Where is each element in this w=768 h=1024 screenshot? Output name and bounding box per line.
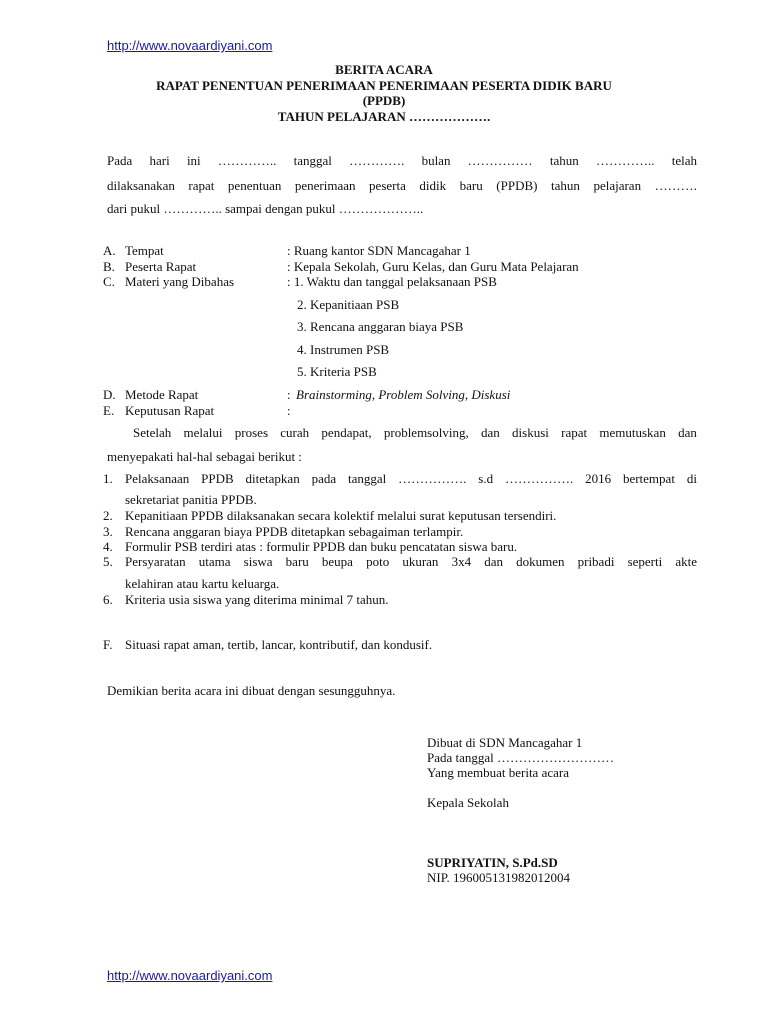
- doc-subtitle: RAPAT PENENTUAN PENERIMAAN PENERIMAAN PESERTA DIDIK BARU: [156, 78, 612, 93]
- doc-title: BERITA ACARA: [335, 62, 433, 77]
- materi-item-3: 3. Rencana anggaran biaya PSB: [297, 319, 464, 334]
- signature-role: Kepala Sekolah: [427, 795, 509, 810]
- detail-b-value: : Kepala Sekolah, Guru Kelas, dan Guru Mata Pelajaran: [287, 259, 579, 274]
- f-item-letter: F.: [103, 637, 113, 652]
- doc-year: TAHUN PELAJARAN ……………….: [277, 109, 491, 124]
- detail-a-value: : Ruang kantor SDN Mancagahar 1: [287, 243, 471, 258]
- intro-line-1-word: Pada: [107, 153, 133, 168]
- decision-6-num: 6.: [103, 592, 113, 607]
- decision-5-word: pribadi: [577, 554, 615, 569]
- decision-2-text: Kepanitiaan PPDB dilaksanakan secara kolektif melalui surat keputusan tersendiri.: [125, 508, 557, 523]
- decision-intro-word: curah: [280, 425, 310, 440]
- decision-intro-word: melalui: [183, 425, 223, 440]
- decision-intro-word: diskusi: [512, 425, 549, 440]
- decision-5-line-1: [125, 554, 697, 570]
- decision-5-word: seperti: [627, 554, 663, 569]
- decision-6-text: Kriteria usia siswa yang diterima minimal 7 tahun.: [125, 592, 389, 607]
- decision-5-num: 5.: [103, 554, 113, 569]
- intro-line-1-word: tahun: [549, 153, 579, 168]
- decision-1-word: Pelaksanaan: [125, 471, 190, 486]
- detail-e-colon: :: [287, 403, 291, 418]
- decision-5-word: beupa: [321, 554, 353, 569]
- decision-5-word: baru: [285, 554, 309, 569]
- decision-intro-line-1: [133, 425, 697, 441]
- decision-intro-word: rapat: [561, 425, 588, 440]
- f-item-text: Situasi rapat aman, tertib, lancar, kontributif, dan kondusif.: [125, 637, 433, 652]
- intro-line-2-word: tahun: [551, 178, 580, 193]
- decision-1-word: PPDB: [201, 471, 234, 486]
- intro-line-1: [107, 153, 697, 169]
- intro-line-2-word: penerimaan: [294, 178, 356, 193]
- intro-line-2-word: ……….: [654, 178, 697, 193]
- intro-line-2-word: rapat: [188, 178, 215, 193]
- intro-line-1-word: tanggal: [293, 153, 332, 168]
- intro-line-1-word: …………..: [217, 153, 277, 168]
- decision-5-word: dokumen: [516, 554, 565, 569]
- decision-1-word: ditetapkan: [245, 471, 300, 486]
- intro-line-2-word: didik: [419, 178, 447, 193]
- decision-4-num: 4.: [103, 539, 113, 554]
- decision-5-word: 3x4: [451, 554, 472, 569]
- detail-d-colon: :: [287, 387, 291, 402]
- intro-line-1-word: telah: [671, 153, 697, 168]
- decision-4-text: Formulir PSB terdiri atas : formulir PPDB dan buku pencatatan siswa baru.: [125, 539, 518, 554]
- detail-a-letter: A.: [103, 243, 116, 258]
- decision-intro-word: proses: [234, 425, 269, 440]
- decision-1-num: 1.: [103, 471, 113, 486]
- detail-e-label: Keputusan Rapat: [125, 403, 215, 418]
- doc-subtitle-ppdb: (PPDB): [362, 93, 406, 108]
- detail-b-label: Peserta Rapat: [125, 259, 197, 274]
- intro-line-1-word: ………….: [349, 153, 405, 168]
- detail-c-letter: C.: [103, 274, 115, 289]
- decision-intro-word: Setelah: [133, 425, 172, 440]
- decision-intro-word: dan: [480, 425, 500, 440]
- decision-2-num: 2.: [103, 508, 113, 523]
- detail-d-value: Brainstorming, Problem Solving, Diskusi: [296, 387, 511, 402]
- detail-d-label: Metode Rapat: [125, 387, 199, 402]
- decision-1-word: s.d: [478, 471, 494, 486]
- intro-line-2-word: penentuan: [227, 178, 282, 193]
- decision-3-num: 3.: [103, 524, 113, 539]
- decision-5-word: siswa: [243, 554, 273, 569]
- signature-nip: NIP. 196005131982012004: [427, 870, 571, 885]
- decision-intro-word: pendapat,: [321, 425, 372, 440]
- materi-item-2: 2. Kepanitiaan PSB: [297, 297, 400, 312]
- signature-place: Dibuat di SDN Mancagahar 1: [427, 735, 583, 750]
- signature-name: SUPRIYATIN, S.Pd.SD: [427, 855, 558, 870]
- decision-1-line-1: [125, 471, 697, 487]
- intro-line-2: [107, 178, 697, 194]
- decision-1-word: tanggal: [348, 471, 387, 486]
- decision-5-word: dan: [484, 554, 503, 569]
- decision-1-word: di: [686, 471, 697, 486]
- decision-intro-line-2: menyepakati hal-hal sebagai berikut :: [107, 449, 302, 464]
- intro-line-1-word: hari: [149, 153, 170, 168]
- decision-intro-word: problemsolving,: [383, 425, 469, 440]
- detail-d-letter: D.: [103, 387, 116, 402]
- intro-line-2-word: peserta: [369, 178, 406, 193]
- decision-5-word: utama: [198, 554, 231, 569]
- intro-line-1-word: ……………: [467, 153, 533, 168]
- decision-1-word: bertempat: [622, 471, 675, 486]
- decision-5-line-2: kelahiran atau kartu keluarga.: [125, 576, 280, 591]
- intro-line-1-word: …………..: [596, 153, 655, 168]
- decision-1-word: …………….: [398, 471, 467, 486]
- signature-date: Pada tanggal ………………………: [427, 750, 615, 765]
- decision-3-text: Rencana anggaran biaya PPDB ditetapkan sebagaiman terlampir.: [125, 524, 464, 539]
- detail-c-label: Materi yang Dibahas: [125, 274, 235, 289]
- decision-5-word: Persyaratan: [125, 554, 186, 569]
- detail-a-label: Tempat: [125, 243, 164, 258]
- decision-intro-word: dan: [678, 425, 697, 440]
- decision-5-word: ukuran: [402, 554, 439, 569]
- decision-1-word: pada: [311, 471, 337, 486]
- decision-1-word: 2016: [585, 471, 612, 486]
- decision-5-word: akte: [675, 554, 697, 569]
- intro-line-3: dari pukul ………….. sampai dengan pukul ………………..: [107, 201, 424, 216]
- decision-1-word: …………….: [504, 471, 574, 486]
- detail-c-value: : 1. Waktu dan tanggal pelaksanaan PSB: [287, 274, 497, 289]
- footer-link[interactable]: http://www.novaardiyani.com: [107, 968, 273, 983]
- decision-5-word: poto: [366, 554, 390, 569]
- header-link[interactable]: http://www.novaardiyani.com: [107, 38, 273, 53]
- intro-line-2-word: pelajaran: [593, 178, 642, 193]
- decision-1-line-2: sekretariat panitia PPDB.: [125, 492, 257, 507]
- intro-line-2-word: dilaksanakan: [107, 178, 175, 193]
- signature-maker: Yang membuat berita acara: [427, 765, 569, 780]
- materi-item-5: 5. Kriteria PSB: [297, 364, 377, 379]
- intro-line-2-word: baru: [459, 178, 483, 193]
- intro-line-2-word: (PPDB): [496, 178, 538, 193]
- materi-item-4: 4. Instrumen PSB: [297, 342, 390, 357]
- intro-line-1-word: ini: [186, 153, 201, 168]
- intro-line-1-word: bulan: [421, 153, 451, 168]
- closing-text: Demikian berita acara ini dibuat dengan sesungguhnya.: [107, 683, 396, 698]
- decision-intro-word: memutuskan: [599, 425, 666, 440]
- detail-e-letter: E.: [103, 403, 115, 418]
- detail-b-letter: B.: [103, 259, 115, 274]
